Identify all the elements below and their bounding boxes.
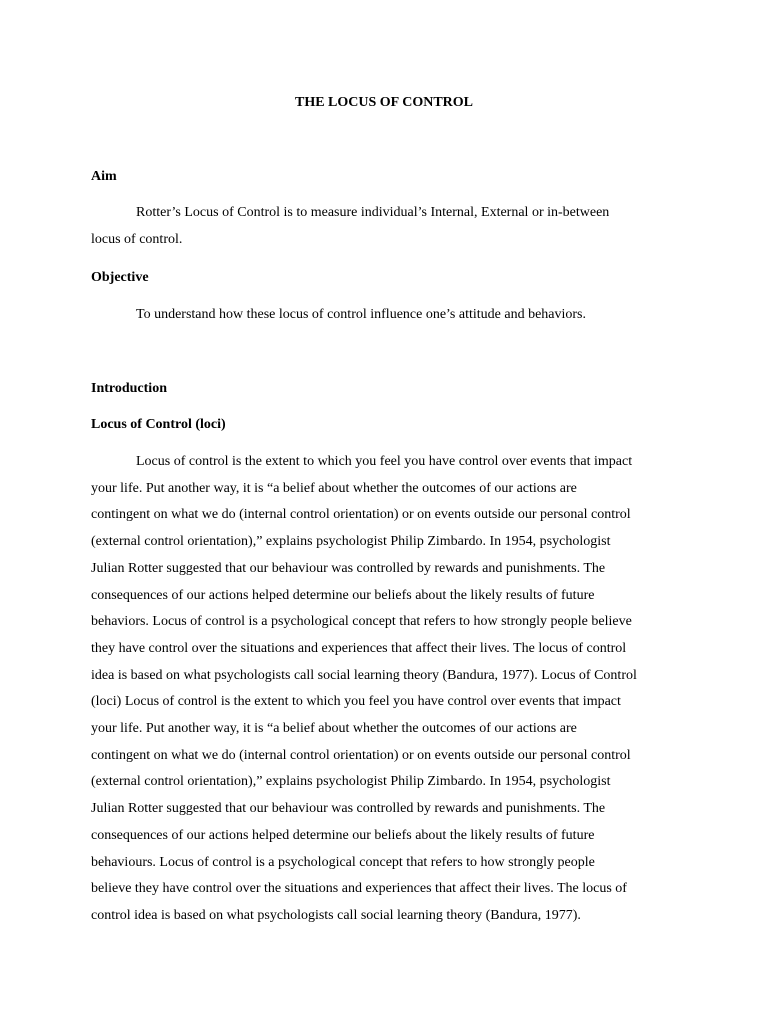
introduction-heading: Introduction [91,381,167,396]
intro-line: your life. Put another way, it is “a belief about whether the outcomes of our actions are [91,480,577,496]
intro-line: behaviours. Locus of control is a psychological concept that refers to how strongly people [91,854,595,870]
intro-line: contingent on what we do (internal control orientation) or on events outside our personal control [91,747,631,763]
aim-line: Rotter’s Locus of Control is to measure individual’s Internal, External or in-between [136,205,610,220]
intro-line: Locus of control is the extent to which you feel you have control over events that impact [136,454,633,469]
intro-line: idea is based on what psychologists call social learning theory (Bandura, 1977). Locus of Control [91,667,637,683]
aim-heading: Aim [91,169,117,184]
intro-line: they have control over the situations and experiences that affect their lives. The locus of control [91,640,627,656]
intro-line: behaviors. Locus of control is a psychological concept that refers to how strongly people believe [91,614,632,630]
intro-line: consequences of our actions helped determine our beliefs about the likely results of future [91,587,595,603]
introduction-paragraph [91,449,671,930]
objective-heading: Objective [91,270,149,285]
intro-line: believe they have control over the situations and experiences that affect their lives. The locus of [91,881,627,897]
intro-line: Julian Rotter suggested that our behaviour was controlled by rewards and punishments. The [91,560,606,576]
intro-line: consequences of our actions helped determine our beliefs about the likely results of future [91,827,595,843]
intro-line: your life. Put another way, it is “a belief about whether the outcomes of our actions are [91,721,577,737]
intro-line: (external control orientation),” explains psychologist Philip Zimbardo. In 1954, psychologist [91,534,611,550]
intro-line: Julian Rotter suggested that our behaviour was controlled by rewards and punishments. The [91,801,606,817]
page-title: THE LOCUS OF CONTROL [294,95,473,110]
intro-line: control idea is based on what psychologists call social learning theory (Bandura, 1977). [91,907,581,923]
intro-line: contingent on what we do (internal control orientation) or on events outside our personal control [91,507,631,523]
intro-line: (loci) Locus of control is the extent to which you feel you have control over events that impact [91,694,621,710]
aim-line: locus of control. [91,231,183,247]
intro-line: (external control orientation),” explains psychologist Philip Zimbardo. In 1954, psychologist [91,774,611,790]
objective-paragraph: To understand how these locus of control influence one’s attitude and behaviors. [136,307,587,322]
aim-paragraph [91,200,671,253]
introduction-subheading: Locus of Control (loci) [91,417,226,432]
